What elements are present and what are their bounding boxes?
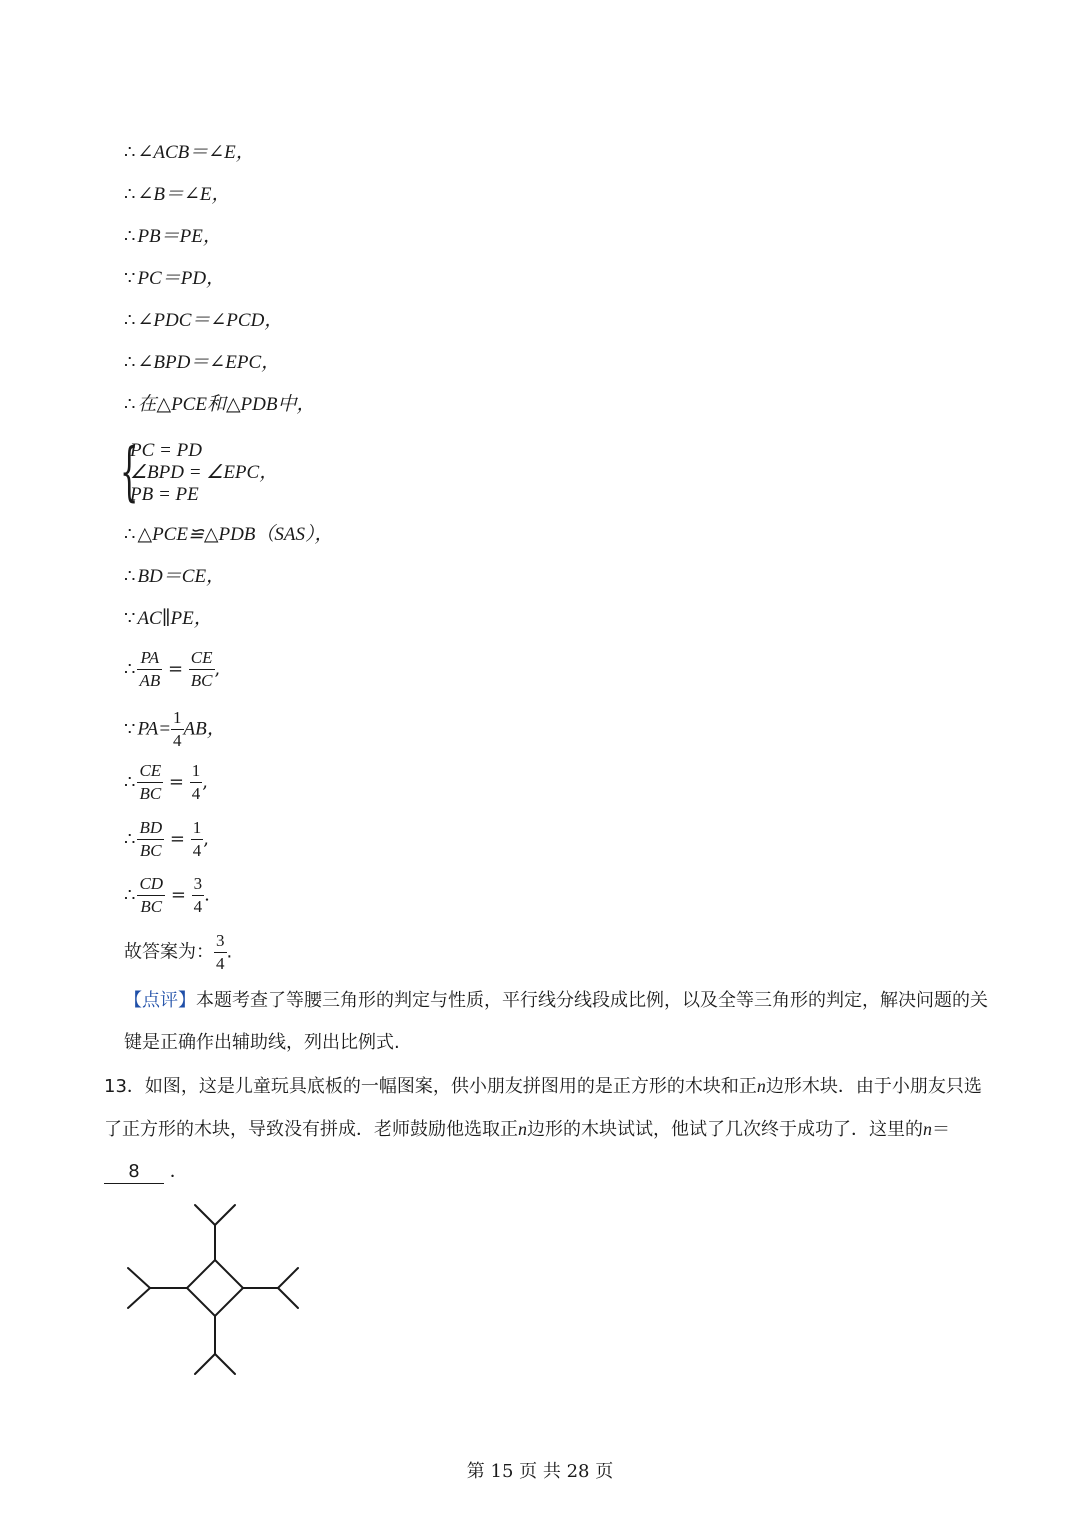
comment-tag: 【点评】 — [124, 990, 196, 1011]
system-line: ∠BPD = ∠EPC， — [130, 462, 279, 483]
arm-line — [195, 1205, 215, 1225]
proof-step: ∴ ∠PDC＝∠PCD， — [124, 310, 284, 331]
fraction-step: ∴ $\frac{CE}{BC}$ = $\frac{1}{4}$ , — [124, 761, 208, 803]
question-13: 13．如图，这是儿童玩具底板的一幅图案，供小朋友拼图用的是正方形的木块和正n边形木块．由于小朋友只选了正方形的木块，导致没有拼成．老师鼓励他选取正n边形的木块试试，他试了几次终于成功了．这里的n＝8 ． — [104, 1076, 982, 1182]
proof-step: ∴ △PCE≌△PDB（SAS）， — [124, 524, 334, 545]
proof-step: ∴ PB＝PE， — [124, 226, 222, 247]
proof-step: ∴ ∠BPD＝∠EPC， — [124, 352, 281, 373]
arm-line — [128, 1268, 150, 1288]
proof-step: ∵ AC∥PE， — [124, 608, 213, 629]
tiling-pattern-figure — [120, 1190, 320, 1390]
fraction-step: ∴ $\frac{PA}{AB}$ = $\frac{CE}{BC}$ , — [124, 648, 221, 690]
brace-icon: { — [120, 435, 139, 509]
center-square — [187, 1260, 243, 1316]
proof-step: ∴ BD＝CE， — [124, 566, 226, 587]
system-line: PB = PE — [130, 484, 199, 505]
page-footer: 第 15 页 共 28 页 — [466, 1461, 614, 1482]
arm-line — [278, 1268, 298, 1288]
fraction-step: ∴ $\frac{CD}{BC}$ = $\frac{3}{4}$ . — [124, 874, 210, 916]
fraction-step: ∴ $\frac{BD}{BC}$ = $\frac{1}{4}$ , — [124, 818, 209, 860]
arm-line — [195, 1354, 215, 1374]
proof-step: ∴ ∠ACB＝∠E， — [124, 142, 255, 163]
proof-step: ∴ 在△PCE和△PDB中， — [124, 394, 316, 415]
proof-step: ∵ PC＝PD， — [124, 268, 226, 289]
proof-step: ∴ ∠B＝∠E， — [124, 184, 231, 205]
arm-line — [278, 1288, 298, 1308]
arm-line — [128, 1288, 150, 1308]
system-line: PC = PD — [130, 440, 202, 461]
arm-line — [215, 1354, 235, 1374]
comment-paragraph: 【点评】本题考查了等腰三角形的判定与性质，平行线分线段成比例，以及全等三角形的判定，解决问题的关键是正确作出辅助线，列出比例式. — [124, 990, 988, 1053]
answer-line: 故答案为： $\frac{3}{4}$ . — [124, 931, 233, 973]
fraction-step: ∵ PA= $\frac{1}{4}$ AB， — [124, 708, 226, 750]
answer-blank: 8 — [104, 1161, 164, 1184]
arm-line — [215, 1205, 235, 1225]
